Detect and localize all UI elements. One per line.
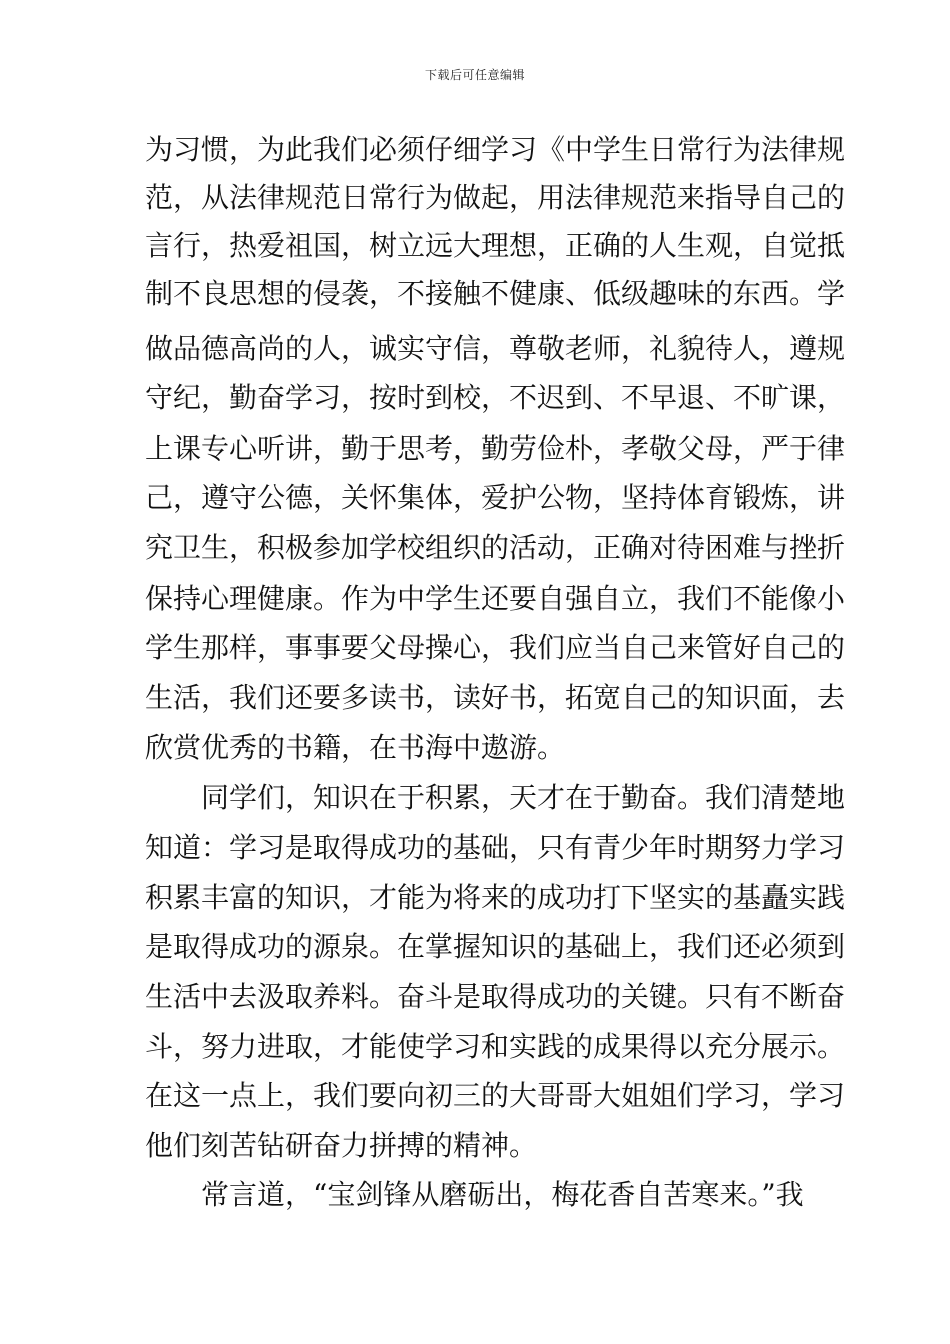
page-header: 下载后可任意编辑 xyxy=(424,68,525,82)
body-line: 生活中去汲取养料。奋斗是取得成功的关键。只有不断奋 xyxy=(145,980,846,1013)
paragraph-first-line: 同学们，知识在于积累，天才在于勤奋。我们清楚地 xyxy=(201,781,846,814)
body-line: 斗，努力进取，才能使学习和实践的成果得以充分展示。 xyxy=(145,1030,846,1063)
body-line: 言行，热爱祖国，树立远大理想，正确的人生观，自觉抵 xyxy=(145,229,846,262)
body-line: 为习惯，为此我们必须仔细学习《中学生日常行为法律规 xyxy=(145,133,846,166)
body-line: 是取得成功的源泉。在掌握知识的基础上，我们还必须到 xyxy=(145,930,846,963)
body-line: 己，遵守公德，关怀集体，爱护公物，坚持体育锻炼，讲 xyxy=(145,481,846,514)
body-line: 究卫生，积极参加学校组织的活动，正确对待困难与挫折 xyxy=(145,531,846,564)
body-line: 生活，我们还要多读书，读好书，拓宽自己的知识面，去 xyxy=(145,681,846,714)
body-line: 他们刻苦钻研奋力拼搏的精神。 xyxy=(145,1129,538,1162)
body-line: 在这一点上，我们要向初三的大哥哥大姐姐们学习，学习 xyxy=(145,1079,846,1112)
body-line: 守纪，勤奋学习，按时到校，不迟到、不早退、不旷课， xyxy=(145,381,846,414)
body-line: 积累丰富的知识，才能为将来的成功打下坚实的基矗实践 xyxy=(145,881,846,914)
paragraph-first-line: 常言道，“宝剑锋从磨砺出，梅花香自苦寒来。”我 xyxy=(201,1178,804,1211)
body-line: 知道：学习是取得成功的基础，只有青少年时期努力学习 xyxy=(145,831,846,864)
body-line: 欣赏优秀的书籍，在书海中遨游。 xyxy=(145,731,566,764)
body-line: 保持心理健康。作为中学生还要自强自立，我们不能像小 xyxy=(145,582,846,615)
body-line: 范，从法律规范日常行为做起，用法律规范来指导自己的 xyxy=(145,181,846,214)
body-line: 学生那样，事事要父母操心，我们应当自己来管好自己的 xyxy=(145,631,846,664)
body-line: 制不良思想的侵袭，不接触不健康、低级趣味的东西。学 xyxy=(145,277,846,310)
body-line: 上课专心听讲，勤于思考，勤劳俭朴，孝敬父母，严于律 xyxy=(145,432,846,465)
body-line: 做品德高尚的人，诚实守信，尊敬老师，礼貌待人，遵规 xyxy=(145,332,846,365)
